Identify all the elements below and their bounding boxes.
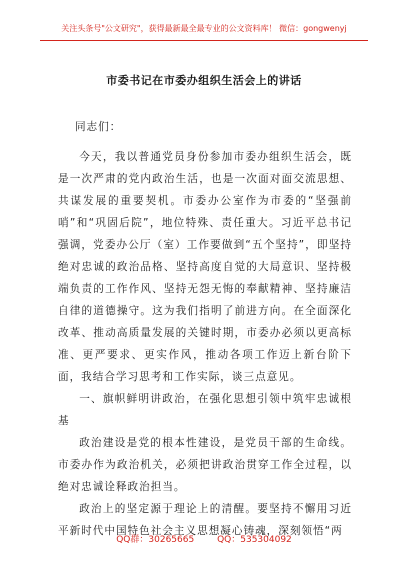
- header-notice: 关注头条号"公文研究"，获得最新最全最专业的公文资料库！ 微信：gongwenyj: [61, 24, 347, 33]
- document-title: 市委书记在市委办组织生活会上的讲话: [106, 74, 302, 87]
- header-divider: [40, 40, 368, 41]
- salutation: 同志们：: [74, 121, 122, 133]
- paragraph: 今天，我以普通党员身份参加市委办组织生活会，既是一次严肃的党内政治生活，也是一次面对面交流思想、共谋发展的重要契机。市委办公室作为市委的“坚强前哨”和“巩固后院”，地位特殊、责任重大。习近平总书记强调，党委办公厅（室）工作要做到“五个坚持”，即坚持绝对忠诚的政治品格、坚持高度自觉的大局意识、坚持极端负责的工作作风、坚持无怨无悔的奉献精神、坚持廉洁自律的道德操守。这为我们指明了前进方向。在全面深化改革、推动高质量发展的关键时期，市委办必须以更高标准、更严要求、更实作风，推动各项工作迈上新台阶下面，我结合学习思考和工作实际，谈三点意见。: [58, 151, 352, 383]
- document-body: [58, 116, 352, 542]
- footer-qq: QQ：535304092: [217, 535, 292, 545]
- paragraph: 政治上的坚定源于理论上的清醒。要坚持不懈用习近平新时代中国特色社会主义思想凝心铸魂，深刻领悟“两: [58, 503, 352, 537]
- paragraph: 政治建设是党的根本性建设，是党员干部的生命线。市委办作为政治机关，必须把讲政治贯穿工作全过程，以绝对忠诚诠释政治担当。: [58, 437, 352, 493]
- section-heading: 一、旗帜鲜明讲政治，在强化思想引领中筑牢忠诚根基: [58, 393, 352, 427]
- footer-qq-group: QQ群：30265665: [116, 535, 195, 545]
- footer-contact: [0, 532, 408, 545]
